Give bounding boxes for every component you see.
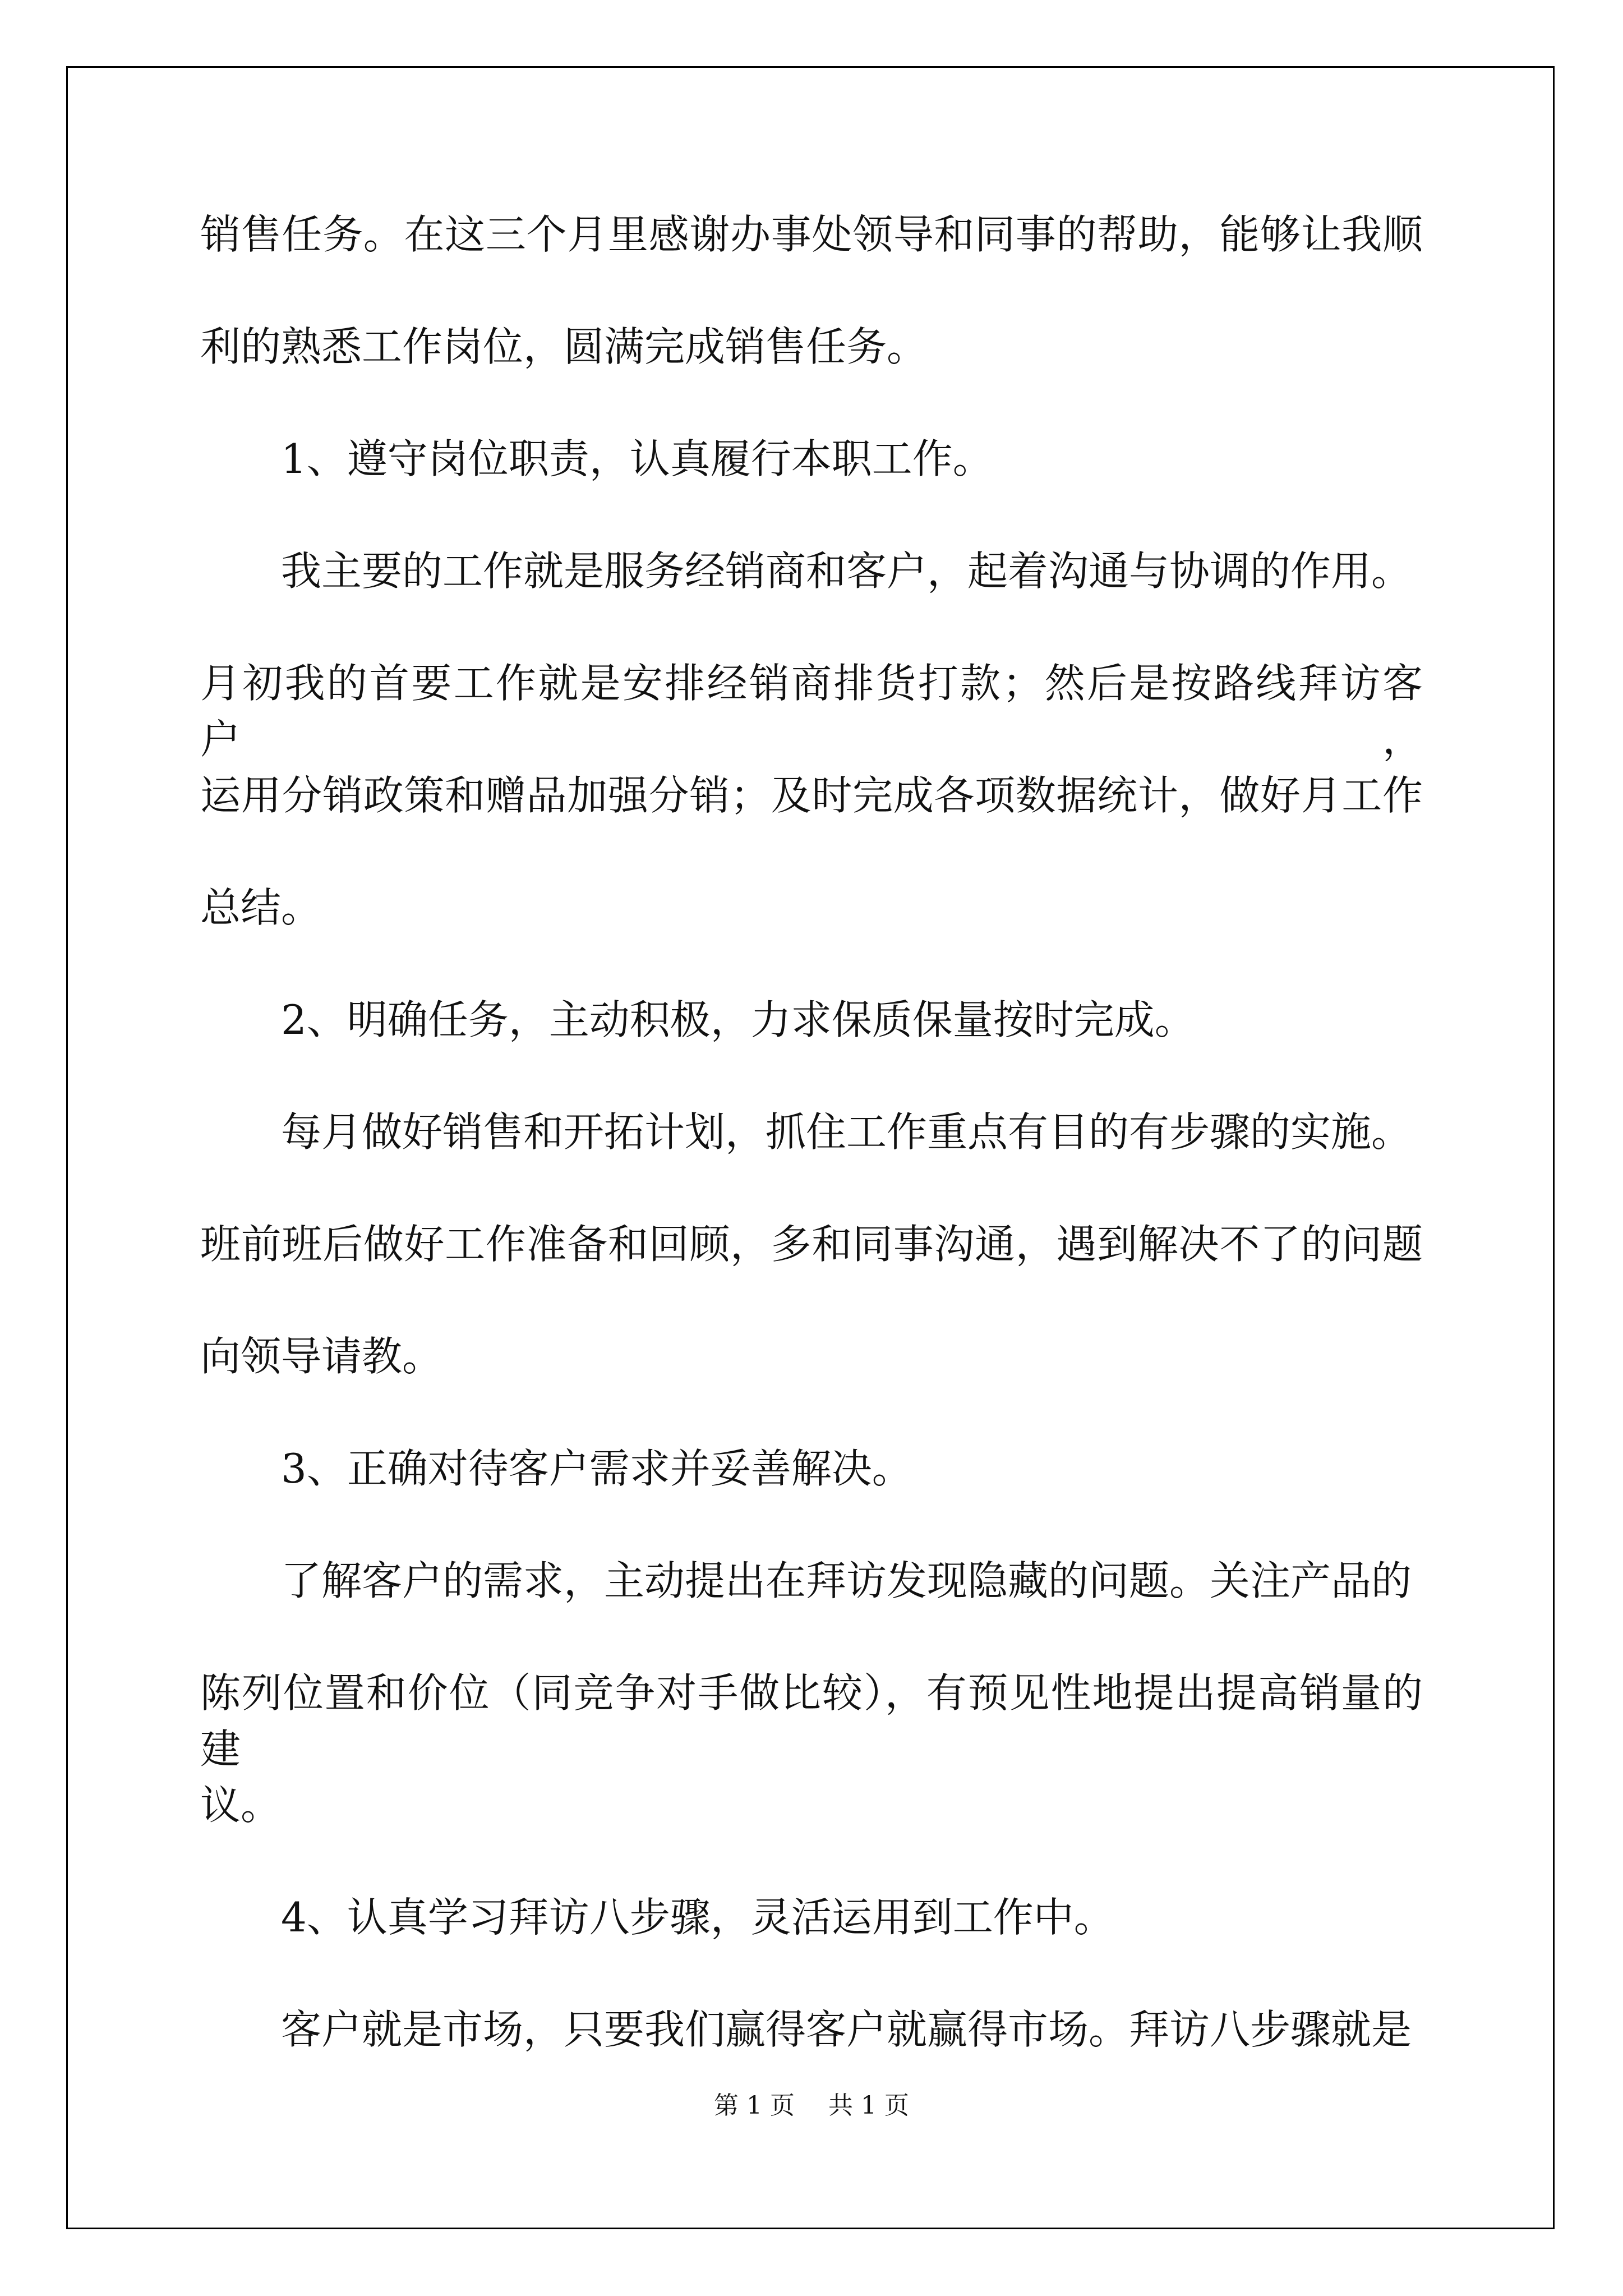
paragraph-line: 销售任务。在这三个月里感谢办事处领导和同事的帮助，能够让我顺 <box>200 211 1423 258</box>
page-footer <box>0 2085 1623 2121</box>
section-heading: 2、明确任务，主动积极，力求保质保量按时完成。 <box>281 996 1195 1043</box>
page-total: 共 1 页 <box>828 2091 909 2120</box>
paragraph-line: 我主要的工作就是服务经销商和客户，起着沟通与协调的作用。 <box>281 547 1412 595</box>
paragraph-line: 利的熟悉工作岗位，圆满完成销售任务。 <box>200 323 928 370</box>
paragraph-line: 客户就是市场，只要我们赢得客户就赢得市场。拜访八步骤就是 <box>281 2006 1412 2053</box>
paragraph-line: 总结。 <box>200 884 322 931</box>
paragraph-line: 向领导请教。 <box>200 1333 443 1380</box>
paragraph-line: 班前班后做好工作准备和回顾，多和同事沟通，遇到解决不了的问题 <box>200 1221 1423 1268</box>
paragraph-line: 了解客户的需求，主动提出在拜访发现隐藏的问题。关注产品的 <box>281 1557 1412 1604</box>
document-body <box>200 206 1423 2114</box>
paragraph-line: 运用分销政策和赠品加强分销；及时完成各项数据统计，做好月工作 <box>200 772 1423 819</box>
section-heading: 1、遵守岗位职责，认真履行本职工作。 <box>281 435 993 482</box>
section-heading: 3、正确对待客户需求并妥善解决。 <box>281 1445 912 1492</box>
paragraph-line: 议。 <box>200 1782 282 1829</box>
page-number: 第 1 页 <box>714 2091 795 2120</box>
paragraph-line: 陈列位置和价位（同竞争对手做比较），有预见性地提出提高销量的建 <box>200 1669 1423 1773</box>
paragraph-line: 月初我的首要工作就是安排经销商排货打款；然后是按路线拜访客户， <box>200 660 1423 763</box>
paragraph-line: 每月做好销售和开拓计划，抓住工作重点有目的有步骤的实施。 <box>281 1108 1412 1156</box>
section-heading: 4、认真学习拜访八步骤，灵活运用到工作中。 <box>281 1894 1114 1941</box>
